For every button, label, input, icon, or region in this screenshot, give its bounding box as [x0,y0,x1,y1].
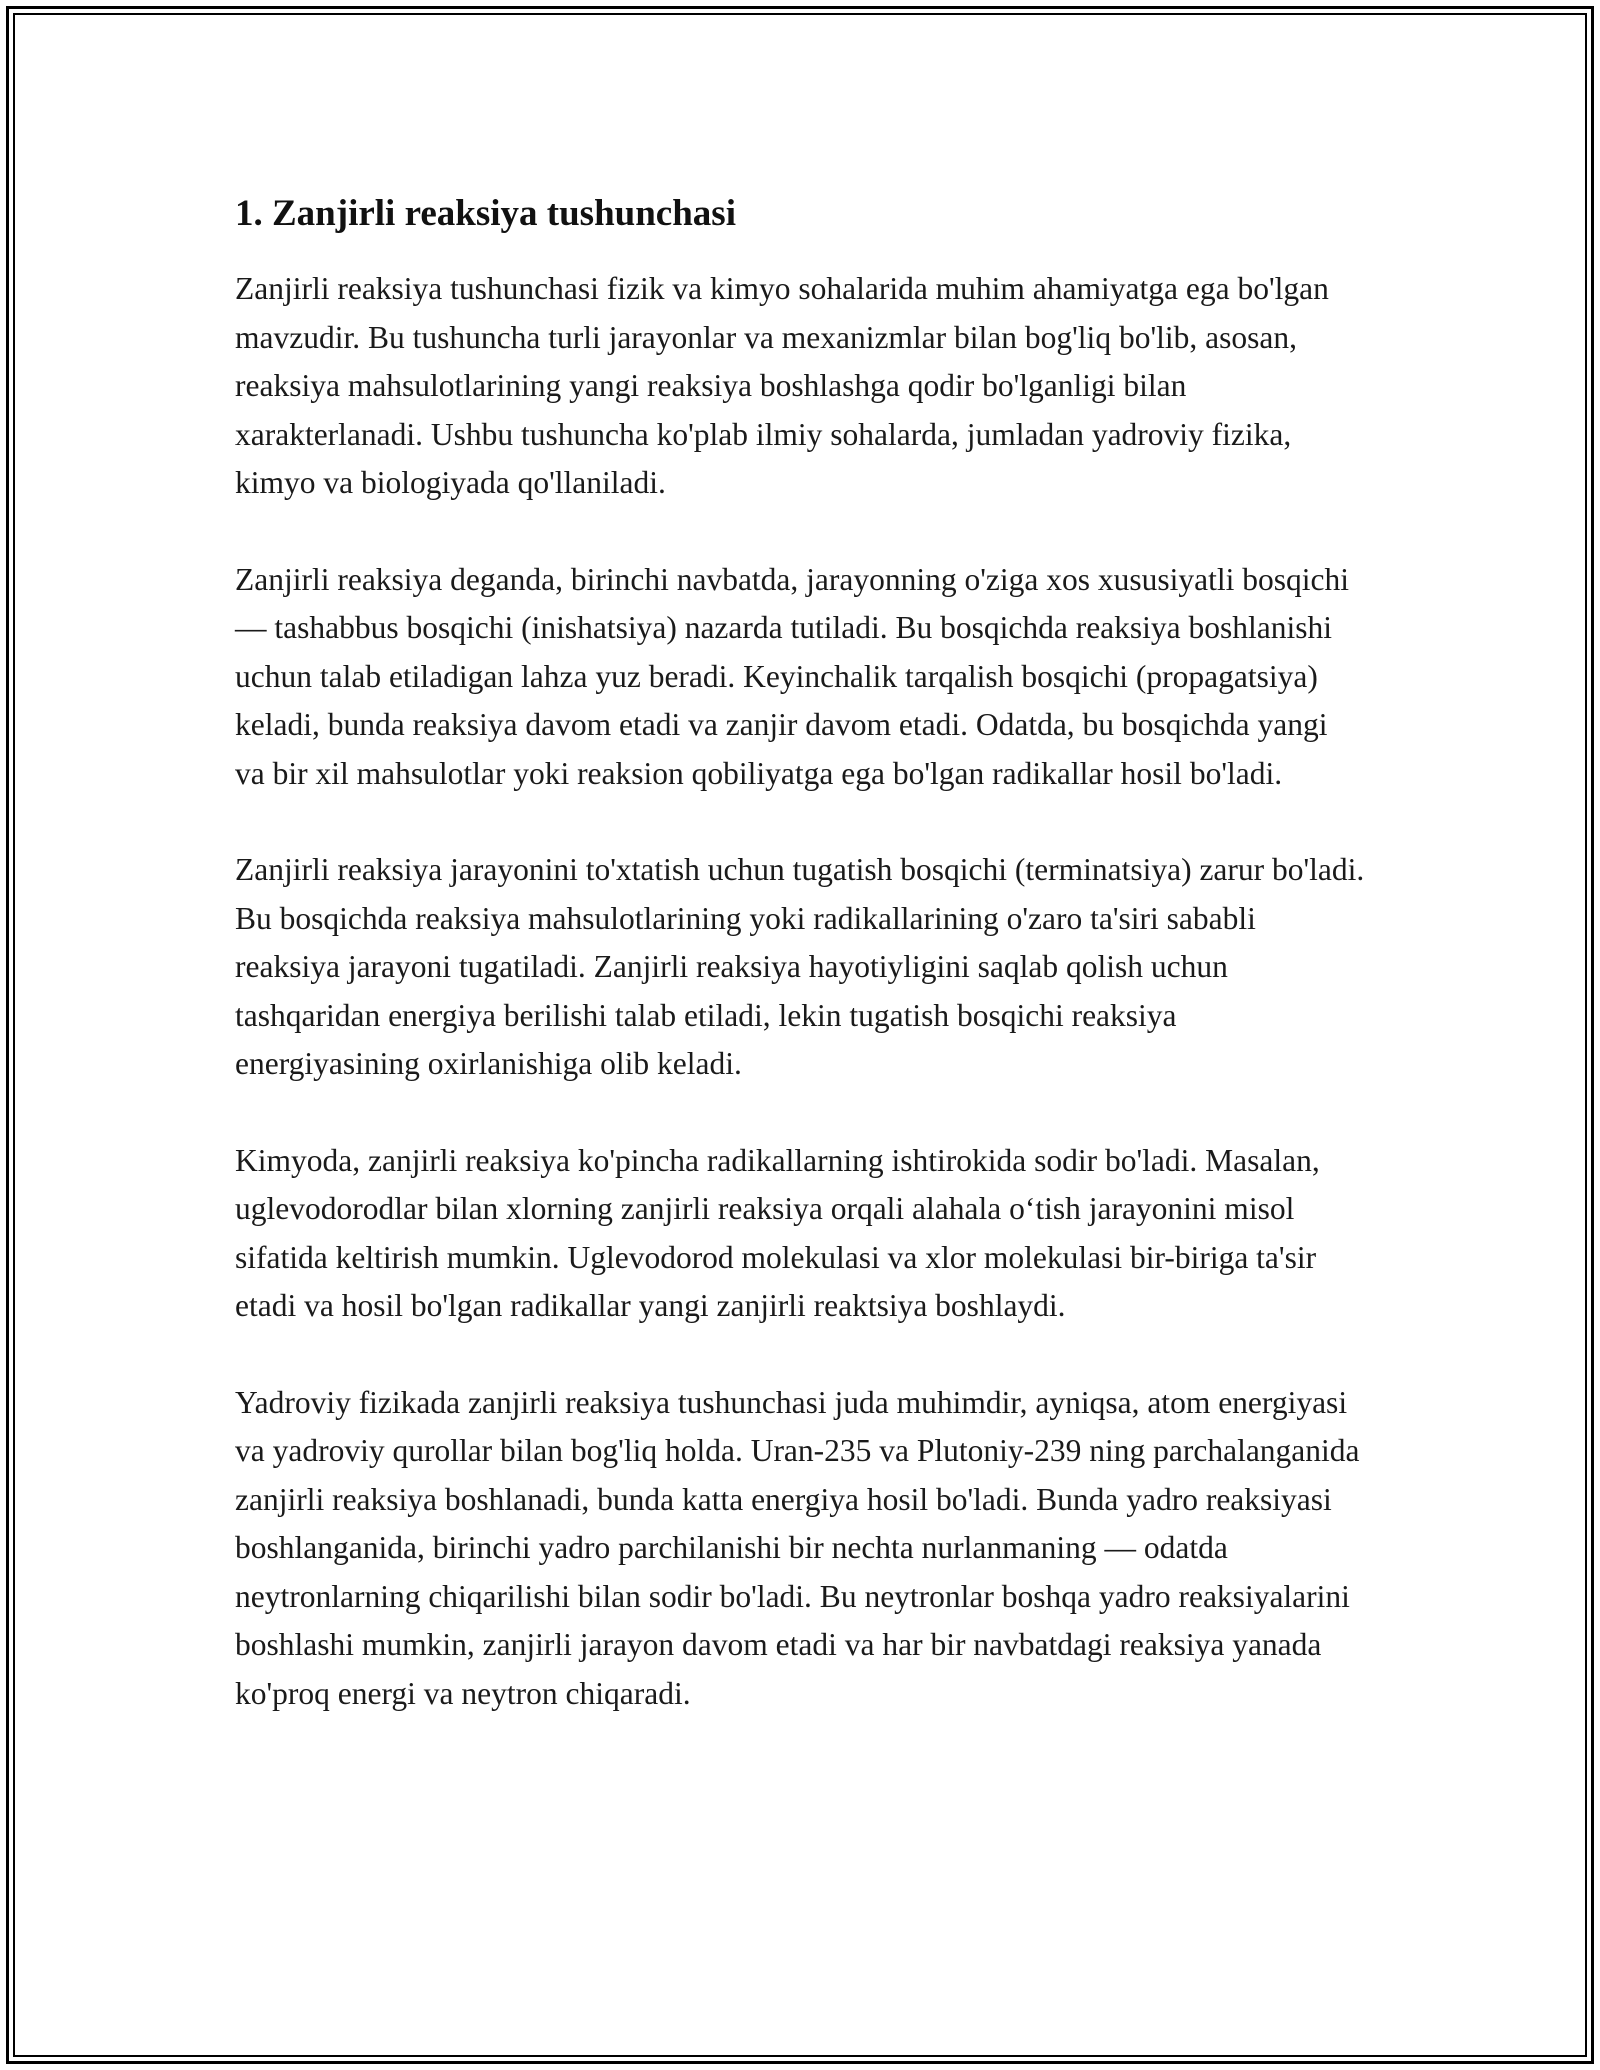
paragraph-termination: Zanjirli reaksiya jarayonini to'xtatish uchun tugatish bosqichi (terminatsiya) zarur bo'ladi. Bu bosqichda reaksiya mahsulotlarining yoki radikallarining o'zaro ta'siri sababli reaksiya jarayoni tugatiladi. Zanjirli reaksiya hayotiyligini saqlab qolish uchun tashqaridan energiya berilishi talab etiladi, lekin tugatish bosqichi reaksiya energiyasining oxirlanishiga olib keladi. [235,852,1365,1081]
paragraph-initiation: Zanjirli reaksiya deganda, birinchi navbatda, jarayonning o'ziga xos xususiyatli bosqichi — tashabbus bosqichi (inishatsiya) nazarda tutiladi. Bu bosqichda reaksiya boshlanishi uchun talab etiladigan lahza yuz beradi. Keyinchalik tarqalish bosqichi (propagatsiya) keladi, bunda reaksiya davom etadi va zanjir davom etadi. Odatda, bu bosqichda yangi va bir xil mahsulotlar yoki reaksion qobiliyatga ega bo'lgan radikallar hosil bo'ladi. [235,561,1350,791]
paragraph-intro: Zanjirli reaksiya tushunchasi fizik va kimyo sohalarida muhim ahamiyatga ega bo'lgan mavzudir. Bu tushuncha turli jarayonlar va mexanizmlar bilan bog'liq bo'lib, asosan, reaksiya mahsulotlarining yangi reaksiya boshlashga qodir bo'lganligi bilan xarakterlanadi. Ushbu tushuncha ko'plab ilmiy sohalarda, jumladan yadroviy fizika, kimyo va biologiyada qo'llaniladi. [235,271,1329,500]
paragraph-chemistry: Kimyoda, zanjirli reaksiya ko'pincha radikallarning ishtirokida sodir bo'ladi. Masalan, uglevodorodlar bilan xlorning zanjirli reaksiya orqali alahala o‘tish jarayonini misol sifatida keltirish mumkin. Uglevodorod molekulasi va xlor molekulasi bir-biriga ta'sir etadi va hosil bo'lgan radikallar yangi zanjirli reaktsiya boshlaydi. [235,1142,1320,1323]
section-title: 1. Zanjirli reaksiya tushunchasi [235,193,736,234]
document-body [235,186,1365,1766]
paragraph-nuclear-physics: Yadroviy fizikada zanjirli reaksiya tushunchasi juda muhimdir, ayniqsa, atom energiyasi va yadroviy qurollar bilan bog'liq holda. Uran-235 va Plutoniy-239 ning parchalanganida zanjirli reaksiya boshlanadi, bunda katta energiya hosil bo'ladi. Bunda yadro reaksiyasi boshlanganida, birinchi yadro parchilanishi bir nechta nurlanmaning — odatda neytronlarning chiqarilishi bilan sodir bo'ladi. Bu neytronlar boshqa yadro reaksiyalarini boshlashi mumkin, zanjirli jarayon davom etadi va har bir navbatdagi reaksiya yanada ko'proq energi va neytron chiqaradi. [235,1384,1360,1711]
